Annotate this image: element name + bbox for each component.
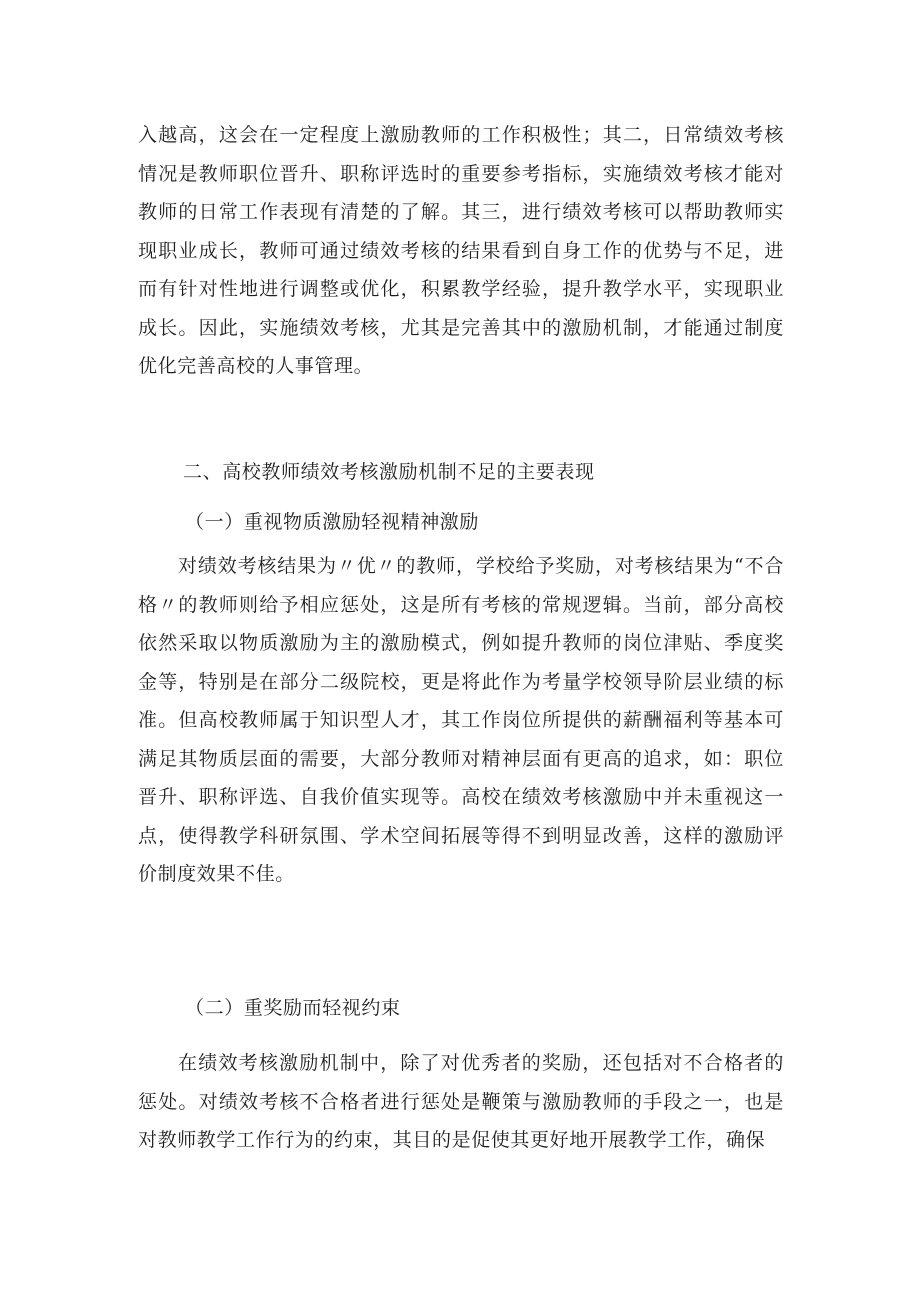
intro-paragraph: 入越高，这会在一定程度上激励教师的工作积极性；其二，日常绩效考核情况是教师职位晋升、职称评选时的重要参考指标，实施绩效考核才能对教师的日常工作表现有清楚的了解。其三，进行绩效考核可以帮助教师实现职业成长，教师可通过绩效考核的结果看到自身工作的优势与不足，进而有针对性地进行调整或优化，积累教学经验，提升教学水平，实现职业成长。因此，实施绩效考核，尤其是完善其中的激励机制，才能通过制度优化完善高校的人事管理。 — [138, 124, 784, 377]
subsection-heading-1: （一）重视物质激励轻视精神激励 — [185, 511, 480, 533]
section-heading: 二、高校教师绩效考核激励机制不足的主要表现 — [183, 461, 595, 483]
subsection-heading-2: （二）重奖励而轻视约束 — [185, 997, 401, 1019]
subsection-1-paragraph: 对绩效考核结果为〃优〃的教师，学校给予奖励，对考核结果为“不合格〃的教师则给予相应惩处，这是所有考核的常规逻辑。当前，部分高校依然采取以物质激励为主的激励模式，例如提升教师的岗位津贴、季度奖金等，特别是在部分二级院校，更是将此作为考量学校领导阶层业绩的标准。但高校教师属于知识型人才，其工作岗位所提供的薪酬福利等基本可满足其物质层面的需要，大部分教师对精神层面有更高的追求，如：职位晋升、职称评选、自我价值实现等。高校在绩效考核激励中并未重视这一点，使得教学科研氛围、学术空间拓展等得不到明显改善，这样的激励评价制度效果不佳。 — [138, 555, 784, 885]
subsection-2-paragraph: 在绩效考核激励机制中，除了对优秀者的奖励，还包括对不合格者的惩处。对绩效考核不合格者进行惩处是鞭策与激励教师的手段之一，也是对教师教学工作行为的约束，其目的是促使其更好地开展教学工作，确保 — [138, 1052, 784, 1151]
